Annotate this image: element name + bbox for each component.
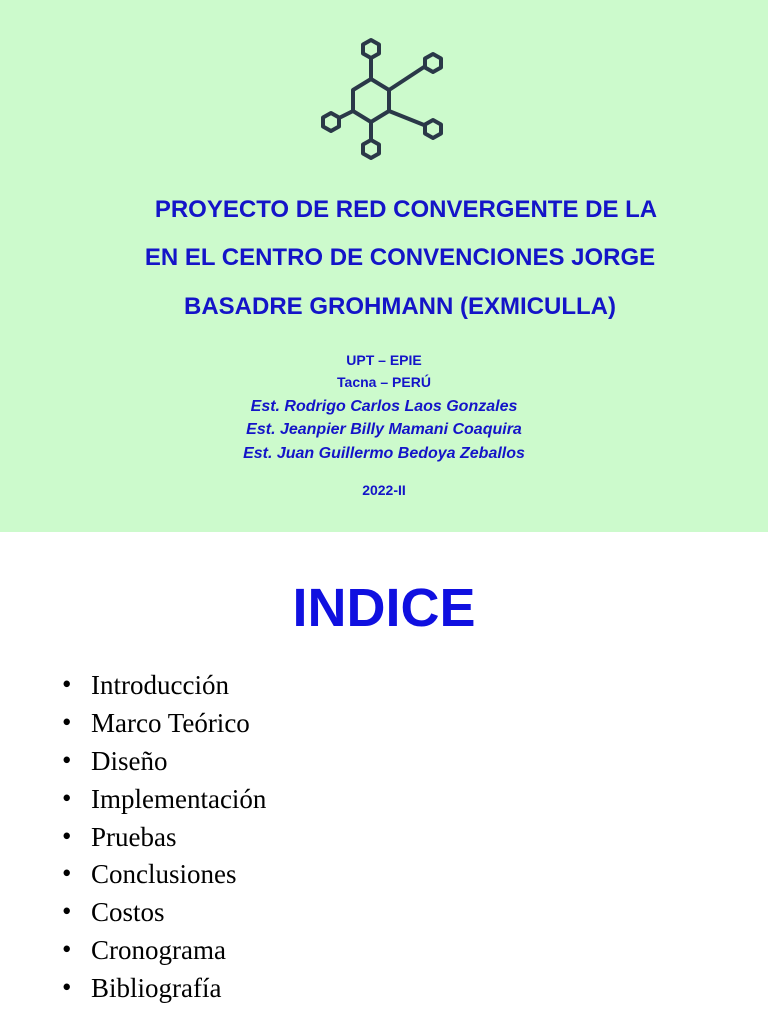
index-item-cronograma: • Cronograma <box>62 934 266 972</box>
index-heading: INDICE <box>292 578 476 638</box>
index-list <box>62 669 266 1010</box>
index-item-diseno: • Diseño <box>62 745 266 783</box>
project-title-line-1: PROYECTO DE RED CONVERGENTE DE LA <box>154 196 658 223</box>
project-title-line-2: EN EL CENTRO DE CONVENCIONES JORGE <box>144 244 656 271</box>
author-2: Est. Jeanpier Billy Mamani Coaquira <box>246 421 522 438</box>
index-item-costos: • Costos <box>62 896 266 934</box>
location-label: Tacna – PERÚ <box>337 374 431 390</box>
author-1: Est. Rodrigo Carlos Laos Gonzales <box>250 398 518 415</box>
index-item-introduccion: • Introducción <box>62 669 266 707</box>
index-slide <box>0 532 768 1024</box>
index-item-pruebas: • Pruebas <box>62 821 266 859</box>
period-label: 2022-II <box>362 482 406 498</box>
author-3: Est. Juan Guillermo Bedoya Zeballos <box>243 445 525 462</box>
index-item-conclusiones: • Conclusiones <box>62 858 266 896</box>
index-item-bibliografia: • Bibliografía <box>62 972 266 1010</box>
network-molecule-icon <box>318 36 446 162</box>
institution-label: UPT – EPIE <box>346 352 422 368</box>
project-title-line-3: BASADRE GROHMANN (EXMICULLA) <box>184 293 616 320</box>
index-item-marco-teorico: • Marco Teórico <box>62 707 266 745</box>
index-item-implementacion: • Implementación <box>62 783 266 821</box>
